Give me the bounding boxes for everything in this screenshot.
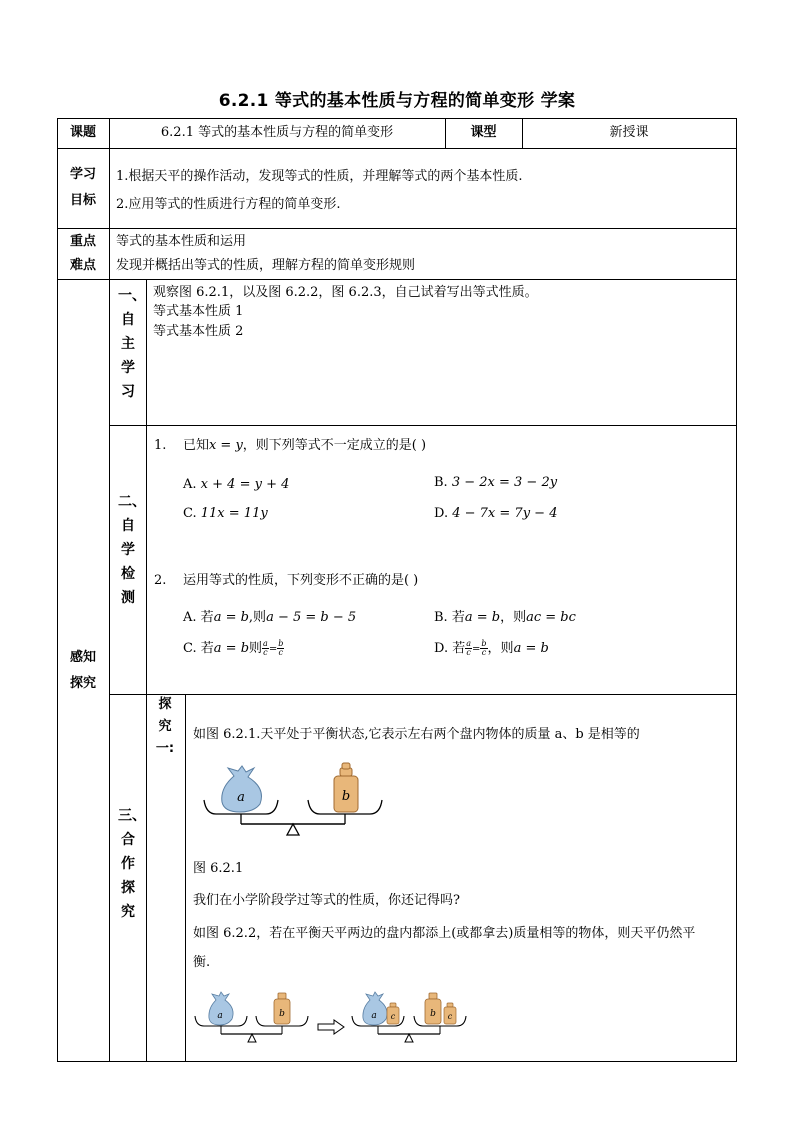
bag-label-a: a	[237, 790, 245, 805]
q2-option-a: A. 若a = b,则a − 5 = b − 5	[183, 610, 357, 625]
svg-text:b: b	[279, 1009, 285, 1019]
section1-item-1: 等式基本性质 1	[153, 304, 244, 319]
weight-icon	[387, 1003, 399, 1024]
q2-option-d: D. 若 $\frac{a}{c}$ = $\frac{b}{c}$ ，则a = b	[434, 639, 549, 657]
section1-item-2: 等式基本性质 2	[153, 324, 244, 339]
q2-option-b: B. 若a = b，则ac = bc	[434, 610, 576, 625]
weight-icon	[425, 993, 441, 1024]
balance-figure-6-2-2	[192, 988, 477, 1052]
svg-text:a: a	[371, 1011, 377, 1021]
objectives-label-1: 学习	[69, 167, 96, 182]
keypoints-label-1: 重点	[69, 234, 96, 249]
arrow-right-icon	[318, 1020, 344, 1034]
section3-label: 三、合作探究	[118, 808, 146, 920]
main-label-2: 探究	[69, 676, 96, 691]
balance-figure-6-2-1	[198, 762, 398, 844]
page-title: 6.2.1 等式的基本性质与方程的简单变形 学案	[218, 91, 576, 111]
objectives-label-2: 目标	[69, 193, 96, 208]
weight-icon	[334, 763, 358, 812]
section1-intro: 观察图 6.2.1，以及图 6.2.2，图 6.2.3，自己试着写出等式性质。	[153, 285, 538, 300]
bag-icon	[209, 992, 233, 1025]
q1-stem: 1. 已知x = y，则下列等式不一定成立的是( )	[154, 438, 427, 453]
objective-item-2: 2.应用等式的性质进行方程的简单变形.	[116, 197, 341, 212]
section3-p1: 如图 6.2.1.天平处于平衡状态,它表示左右两个盘内物体的质量 a、b 是相等的	[193, 727, 640, 742]
svg-text:c: c	[390, 1012, 396, 1021]
section2-label: 二、自学检测	[118, 494, 146, 606]
weight-label-b: b	[341, 789, 351, 804]
section3-p2: 我们在小学阶段学过等式的性质，你还记得吗?	[193, 893, 460, 908]
bag-icon	[222, 766, 262, 812]
type-value: 新授课	[609, 125, 649, 140]
section3-p3b: 衡.	[193, 955, 211, 970]
weight-icon	[444, 1003, 456, 1024]
svg-text:a: a	[217, 1011, 223, 1021]
section3-p3a: 如图 6.2.2，若在平衡天平两边的盘内都添上(或都拿去)质量相等的物体，则天平仍然平	[193, 926, 696, 941]
type-label: 课型	[470, 125, 497, 140]
topic-value: 6.2.1 等式的基本性质与方程的简单变形	[160, 125, 394, 140]
section1-label: 一、自主学习	[118, 288, 146, 400]
q1-option-a: A. x + 4 = y + 4	[183, 477, 290, 492]
explore-1-label: 探究一:	[155, 697, 175, 756]
weight-icon	[274, 993, 290, 1024]
svg-text:c: c	[447, 1012, 453, 1021]
keypoint-item-1: 等式的基本性质和运用	[116, 234, 247, 249]
keypoint-item-2: 发现并概括出等式的性质，理解方程的简单变形规则	[116, 258, 416, 273]
q2-option-c: C. 若a = b则 $\frac{a}{c}$ = $\frac{b}{c}$	[183, 639, 284, 657]
fulcrum	[287, 824, 299, 835]
svg-text:b: b	[430, 1009, 436, 1019]
main-label-1: 感知	[69, 650, 96, 665]
fig1-caption: 图 6.2.1	[193, 861, 244, 876]
topic-label: 课题	[69, 125, 96, 140]
objective-item-1: 1.根据天平的操作活动，发现等式的性质，并理解等式的两个基本性质.	[116, 169, 523, 184]
bag-icon	[363, 992, 387, 1025]
q1-option-b: B. 3 − 2x = 3 − 2y	[434, 475, 558, 490]
keypoints-label-2: 难点	[69, 258, 96, 273]
q1-option-d: D. 4 − 7x = 7y − 4	[434, 506, 558, 521]
q2-stem: 2. 运用等式的性质，下列变形不正确的是( )	[154, 573, 419, 588]
q1-option-c: C. 11x = 11y	[183, 506, 268, 521]
